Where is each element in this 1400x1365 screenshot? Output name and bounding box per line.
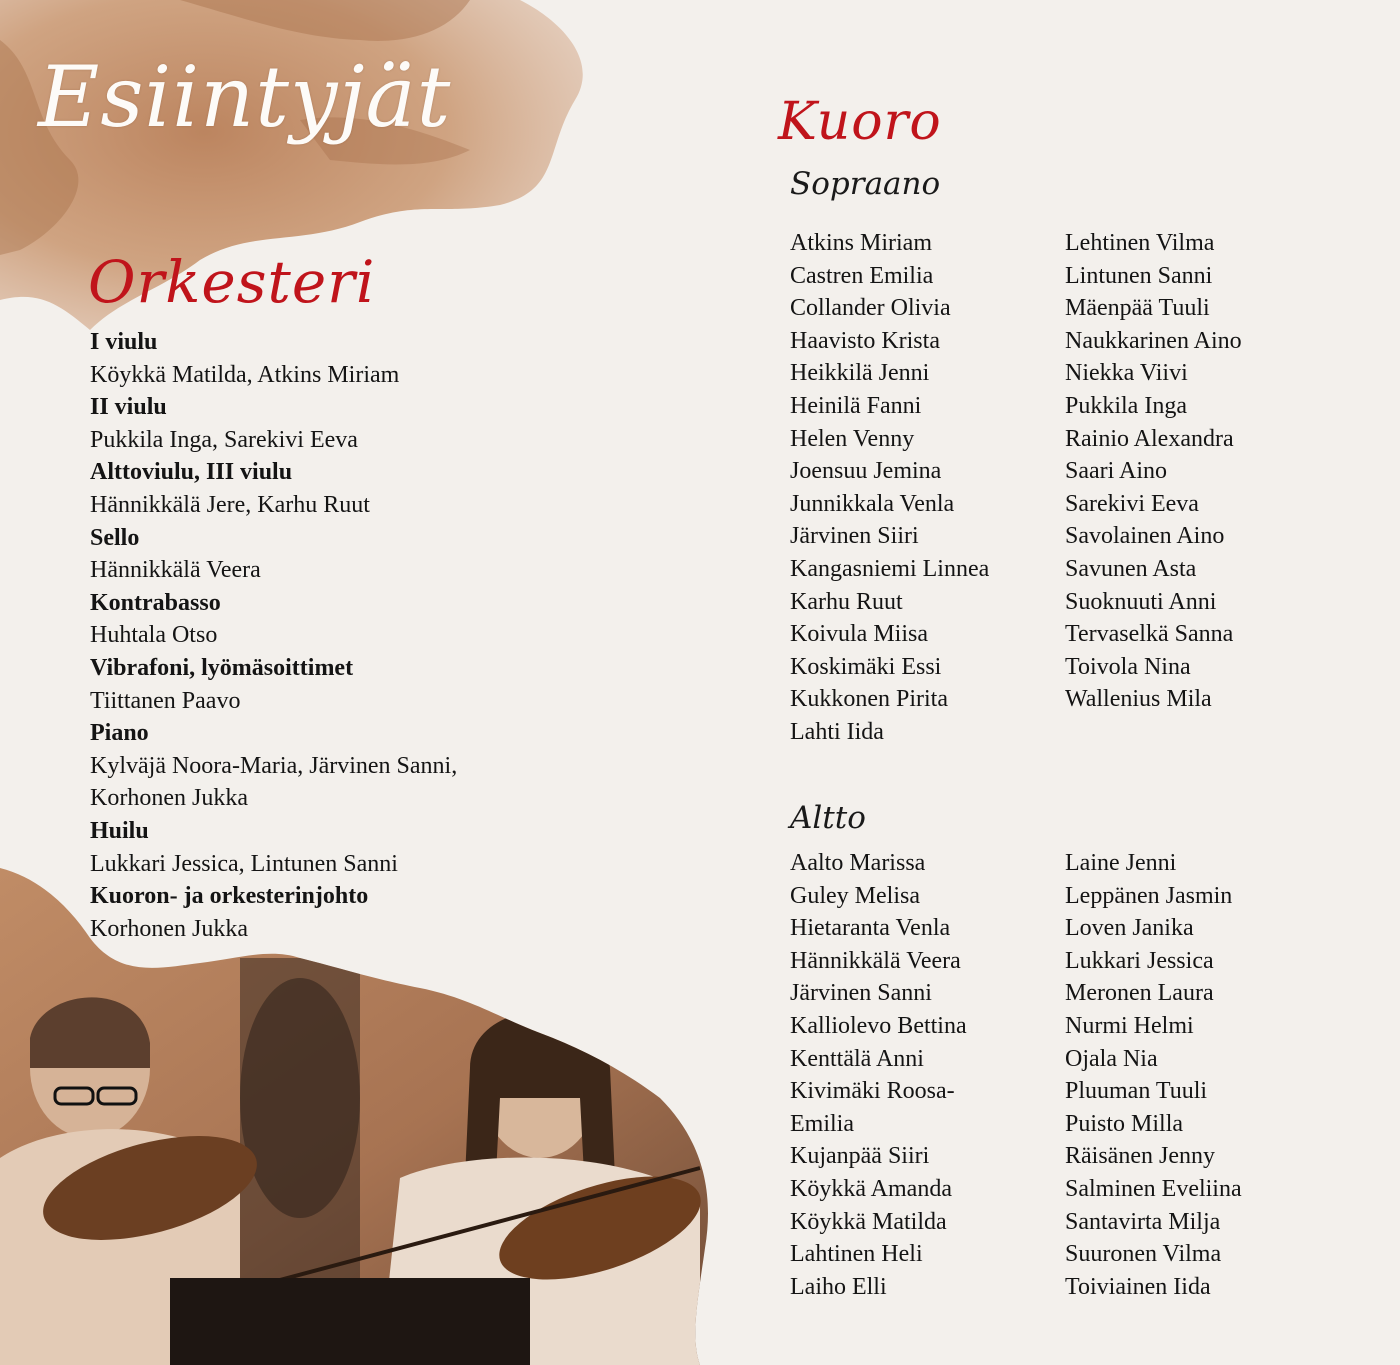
singer-name: Toivola Nina [1065, 653, 1191, 680]
section-heading: Piano [90, 720, 149, 747]
alto-column-1 [790, 847, 1060, 1303]
section-names: Huhtala Otso [90, 622, 218, 649]
singer-name: Puisto Milla [1065, 1110, 1184, 1137]
section-heading: Vibrafoni, lyömäsoittimet [90, 654, 354, 681]
singer-name: Mäenpää Tuuli [1065, 295, 1210, 322]
section-heading: I viulu [90, 329, 158, 355]
singer-name: Kenttälä Anni [790, 1045, 924, 1072]
section-names: Korhonen Jukka [90, 785, 248, 812]
singer-name: Sarekivi Eeva [1065, 490, 1199, 517]
section-names: Kylväjä Noora-Maria, Järvinen Sanni, [90, 752, 458, 779]
singer-name: Savolainen Aino [1065, 523, 1225, 550]
singer-name: Hännikkälä Veera [790, 947, 961, 974]
singer-name: Collander Olivia [790, 295, 951, 322]
soprano-column-2 [1065, 227, 1335, 716]
singer-name: Kangasniemi Linnea [790, 555, 990, 582]
singer-name: Järvinen Siiri [790, 523, 919, 550]
singer-name: Leppänen Jasmin [1065, 882, 1233, 909]
section-names: Korhonen Jukka [90, 915, 248, 942]
singer-name: Heikkilä Jenni [790, 360, 930, 387]
section-names: Hännikkälä Veera [90, 557, 261, 584]
singer-name: Lintunen Sanni [1065, 262, 1213, 289]
singer-name: Suoknuuti Anni [1065, 588, 1217, 615]
singer-name: Hietaranta Venla [790, 915, 951, 942]
orchestra-title: Orkesteri [88, 248, 376, 316]
singer-name: Karhu Ruut [790, 588, 903, 615]
singer-name: Wallenius Mila [1065, 686, 1212, 713]
section-names: Hännikkälä Jere, Karhu Ruut [90, 491, 370, 518]
singer-name: Lehtinen Vilma [1065, 230, 1215, 256]
singer-name: Meronen Laura [1065, 980, 1214, 1007]
section-heading: Kontrabasso [90, 589, 221, 616]
singer-name: Guley Melisa [790, 882, 920, 909]
soprano-title: Sopraano [790, 166, 941, 202]
singer-name: Junnikkala Venla [790, 490, 955, 517]
singer-name: Koivula Miisa [790, 621, 928, 648]
choir-title: Kuoro [778, 92, 942, 152]
singer-name: Köykkä Matilda [790, 1208, 947, 1235]
singer-name: Ojala Nia [1065, 1045, 1158, 1072]
singer-name: Atkins Miriam [790, 230, 932, 256]
singer-name: Loven Janika [1065, 915, 1194, 942]
singer-name: Pluuman Tuuli [1065, 1078, 1208, 1105]
singer-name: Räisänen Jenny [1065, 1143, 1215, 1170]
singer-name: Laine Jenni [1065, 850, 1177, 876]
singer-name: Naukkarinen Aino [1065, 327, 1242, 354]
singer-name: Lahti Iida [790, 718, 884, 745]
singer-name: Emilia [790, 1110, 854, 1137]
singer-name: Kujanpää Siiri [790, 1143, 930, 1170]
singer-name: Salminen Eveliina [1065, 1175, 1242, 1202]
singer-name: Santavirta Milja [1065, 1208, 1221, 1235]
section-heading: Sello [90, 524, 140, 551]
orchestra-list [90, 326, 650, 945]
singer-name: Köykkä Amanda [790, 1175, 952, 1202]
singer-name: Helen Venny [790, 425, 915, 452]
singer-name: Suuronen Vilma [1065, 1241, 1222, 1268]
section-heading: Huilu [90, 817, 149, 844]
singer-name: Castren Emilia [790, 262, 934, 289]
section-heading: Alttoviulu, III viulu [90, 459, 293, 486]
singer-name: Järvinen Sanni [790, 980, 932, 1007]
orchestra-photo [0, 868, 720, 1365]
singer-name: Haavisto Krista [790, 327, 940, 354]
singer-name: Niekka Viivi [1065, 360, 1188, 387]
singer-name: Kivimäki Roosa- [790, 1078, 955, 1105]
soprano-column-1 [790, 227, 1060, 749]
singer-name: Joensuu Jemina [790, 458, 942, 485]
singer-name: Nurmi Helmi [1065, 1012, 1194, 1039]
section-heading: II viulu [90, 394, 167, 421]
singer-name: Aalto Marissa [790, 850, 926, 876]
section-names: Lukkari Jessica, Lintunen Sanni [90, 850, 398, 877]
singer-name: Laiho Elli [790, 1273, 887, 1300]
singer-name: Kalliolevo Bettina [790, 1012, 967, 1039]
singer-name: Pukkila Inga [1065, 392, 1187, 419]
singer-name: Rainio Alexandra [1065, 425, 1234, 452]
singer-name: Lahtinen Heli [790, 1241, 923, 1268]
section-names: Pukkila Inga, Sarekivi Eeva [90, 426, 358, 453]
singer-name: Tervaselkä Sanna [1065, 621, 1234, 648]
section-heading: Kuoron- ja orkesterinjohto [90, 883, 369, 910]
singer-name: Savunen Asta [1065, 555, 1197, 582]
singer-name: Kukkonen Pirita [790, 686, 948, 713]
singer-name: Toiviainen Iida [1065, 1273, 1211, 1300]
singer-name: Lukkari Jessica [1065, 947, 1214, 974]
singer-name: Koskimäki Essi [790, 653, 942, 680]
alto-title: Altto [790, 800, 866, 836]
section-names: Köykkä Matilda, Atkins Miriam [90, 361, 400, 388]
page-title: Esiintyjät [38, 48, 452, 146]
singer-name: Heinilä Fanni [790, 392, 922, 419]
section-names: Tiittanen Paavo [90, 687, 241, 714]
singer-name: Saari Aino [1065, 458, 1167, 485]
alto-column-2 [1065, 847, 1335, 1303]
